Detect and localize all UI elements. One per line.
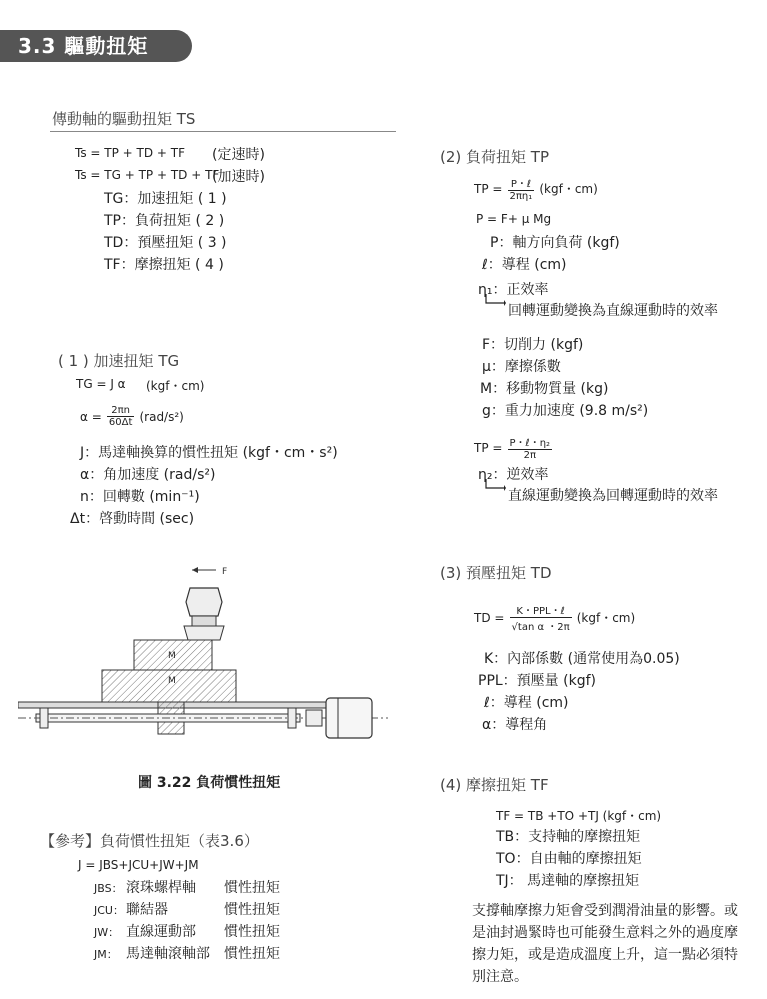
preload-denominator: √tan α ・2π [511, 622, 570, 633]
load-def: ℓ：導程 (cm) [482, 257, 567, 273]
load-eta1-note: 回轉運動變換為直線運動時的效率 [508, 303, 718, 319]
intro-def: TF：摩擦扭矩 ( 4 ) [104, 257, 224, 273]
preload-def: PPL：預壓量 (kgf) [478, 673, 596, 689]
load-p-eq: P = F+ μ Mg [476, 212, 552, 226]
reference-heading: 【參考】負荷慣性扭矩（表3.6） [40, 832, 259, 850]
load-eta2-note: 直線運動變換為回轉運動時的效率 [508, 488, 718, 504]
reference-kind: 慣性扭矩 [224, 924, 280, 940]
accel-def-row [80, 464, 215, 484]
def-symbol: Δt： [70, 511, 100, 527]
intro-def: TP：負荷扭矩 ( 2 ) [104, 213, 225, 229]
table-mass [102, 670, 236, 702]
def-text: 馬達軸換算的慣性扭矩 (kgf・cm・s²) [98, 445, 338, 461]
reference-name: 滾珠螺桿軸 [126, 880, 196, 896]
reference-item [94, 899, 280, 919]
preload-formula [474, 602, 635, 633]
preload-def: α：導程角 [482, 717, 548, 733]
reference-symbol: JCU： [94, 904, 124, 917]
section-title: 3.3 驅動扭矩 [0, 30, 192, 62]
reference-eq: J = JBS+JCU+JW+JM [78, 858, 199, 872]
cutter [184, 626, 224, 640]
intro-heading: 傳動軸的驅動扭矩 TS [52, 110, 196, 128]
reference-item [94, 943, 280, 963]
intro-eq2-note: (加速時) [212, 169, 265, 185]
divider [50, 131, 396, 132]
reference-item [94, 877, 280, 897]
friction-eq: TF = TB +TO +TJ (kgf・cm) [496, 809, 662, 823]
alpha-formula [80, 405, 184, 428]
intro-eq1-note: (定速時) [212, 147, 265, 163]
friction-heading: (4) 摩擦扭矩 TF [440, 776, 549, 794]
motor [326, 698, 372, 738]
reference-symbol: JW： [94, 926, 120, 939]
preload-def: ℓ：導程 (cm) [484, 695, 569, 711]
intro-def: TG：加速扭矩 ( 1 ) [104, 191, 227, 207]
load2-numerator: P・ℓ・η₂ [508, 434, 553, 450]
reference-name: 直線運動部 [126, 924, 196, 940]
load-inertia-figure [18, 558, 388, 758]
fixed-bearing [288, 708, 296, 728]
preload-numerator: K・PPL・ℓ [510, 602, 572, 618]
reference-item [94, 921, 280, 941]
load-eta2: η₂：逆效率 [478, 467, 549, 483]
mass-label-bottom: M [168, 676, 176, 686]
bracket-arrow [484, 294, 506, 308]
preload-def: K：內部係數 (通常使用為0.05) [484, 651, 680, 667]
load-eta1: η₁：正效率 [478, 282, 549, 298]
load2-lhs: TP = [474, 441, 503, 455]
preload-heading: (3) 預壓扭矩 TD [440, 564, 552, 582]
reference-kind: 慣性扭矩 [224, 946, 280, 962]
reference-symbol: JM： [94, 948, 118, 961]
reference-kind: 慣性扭矩 [224, 880, 280, 896]
accel-def-row [80, 486, 200, 506]
preload-lhs: TD = [474, 611, 505, 625]
alpha-numerator: 2πn [107, 405, 135, 417]
def-symbol: J： [80, 445, 99, 461]
reference-symbol: JBS： [94, 882, 123, 895]
friction-def: TB：支持軸的摩擦扭矩 [496, 829, 641, 845]
coupling [306, 710, 322, 726]
load-def: F：切削力 (kgf) [482, 337, 584, 353]
reference-name: 馬達軸滾軸部 [126, 946, 210, 962]
def-symbol: α： [80, 467, 104, 483]
load-def: P：軸方向負荷 (kgf) [490, 235, 620, 251]
bracket-arrow [484, 479, 506, 493]
load-def: g：重力加速度 (9.8 m/s²) [482, 403, 649, 419]
load-numerator: P・ℓ [508, 175, 535, 191]
def-text: 角加速度 (rad/s²) [103, 467, 216, 483]
intro-eq2: Ts = TG + TP + TD + TF [75, 168, 220, 182]
accel-def-row [70, 508, 194, 528]
load-def: M：移動物質量 (kg) [480, 381, 609, 397]
alpha-unit: (rad/s²) [139, 410, 184, 424]
accel-heading: ( 1 ) 加速扭矩 TG [58, 352, 180, 370]
accel-eq: TG = J α [76, 377, 126, 391]
def-symbol: n： [80, 489, 103, 505]
load2-denominator: 2π [523, 450, 536, 461]
load-def: μ：摩擦係數 [482, 359, 561, 375]
load-formula [474, 175, 598, 202]
force-arrow-head [192, 567, 198, 573]
friction-def: TO：自由軸的摩擦扭矩 [496, 851, 642, 867]
def-text: 啓動時間 (sec) [99, 511, 195, 527]
support-bearing [40, 708, 48, 728]
alpha-lhs: α = [80, 410, 102, 424]
accel-eq-unit: (kgf・cm) [146, 379, 205, 393]
load2-fraction [508, 434, 553, 461]
friction-paragraph: 支撐軸摩擦力矩會受到潤滑油量的影響。或是油封過緊時也可能發生意料之外的過度摩擦力矩，或是造成溫度上升，這一點必須特別注意。 [472, 903, 738, 985]
alpha-fraction [107, 405, 135, 428]
tool-holder [186, 588, 222, 616]
reference-kind: 慣性扭矩 [224, 902, 280, 918]
load-heading: (2) 負荷扭矩 TP [440, 148, 549, 166]
mass-label-top: M [168, 651, 176, 661]
preload-unit: (kgf・cm) [576, 611, 636, 625]
load-unit: (kgf・cm) [539, 182, 598, 196]
intro-eq1: Ts = TP + TD + TF [75, 146, 186, 160]
accel-def-row [80, 442, 338, 462]
figure-caption: 圖 3.22 負荷慣性扭矩 [138, 775, 281, 791]
tool-shank [192, 616, 216, 626]
load-denominator: 2πη₁ [509, 191, 533, 202]
load-fraction [508, 175, 535, 202]
intro-def: TD：預壓扭矩 ( 3 ) [104, 235, 227, 251]
load-formula-2 [474, 434, 552, 461]
load-lhs: TP = [474, 182, 503, 196]
alpha-denominator: 60Δt [108, 417, 133, 428]
def-text: 回轉數 (min⁻¹) [102, 489, 200, 505]
force-label: F [222, 567, 228, 577]
preload-fraction [510, 602, 572, 633]
friction-def: TJ： 馬達軸的摩擦扭矩 [496, 873, 640, 889]
reference-name: 聯結器 [126, 902, 168, 918]
